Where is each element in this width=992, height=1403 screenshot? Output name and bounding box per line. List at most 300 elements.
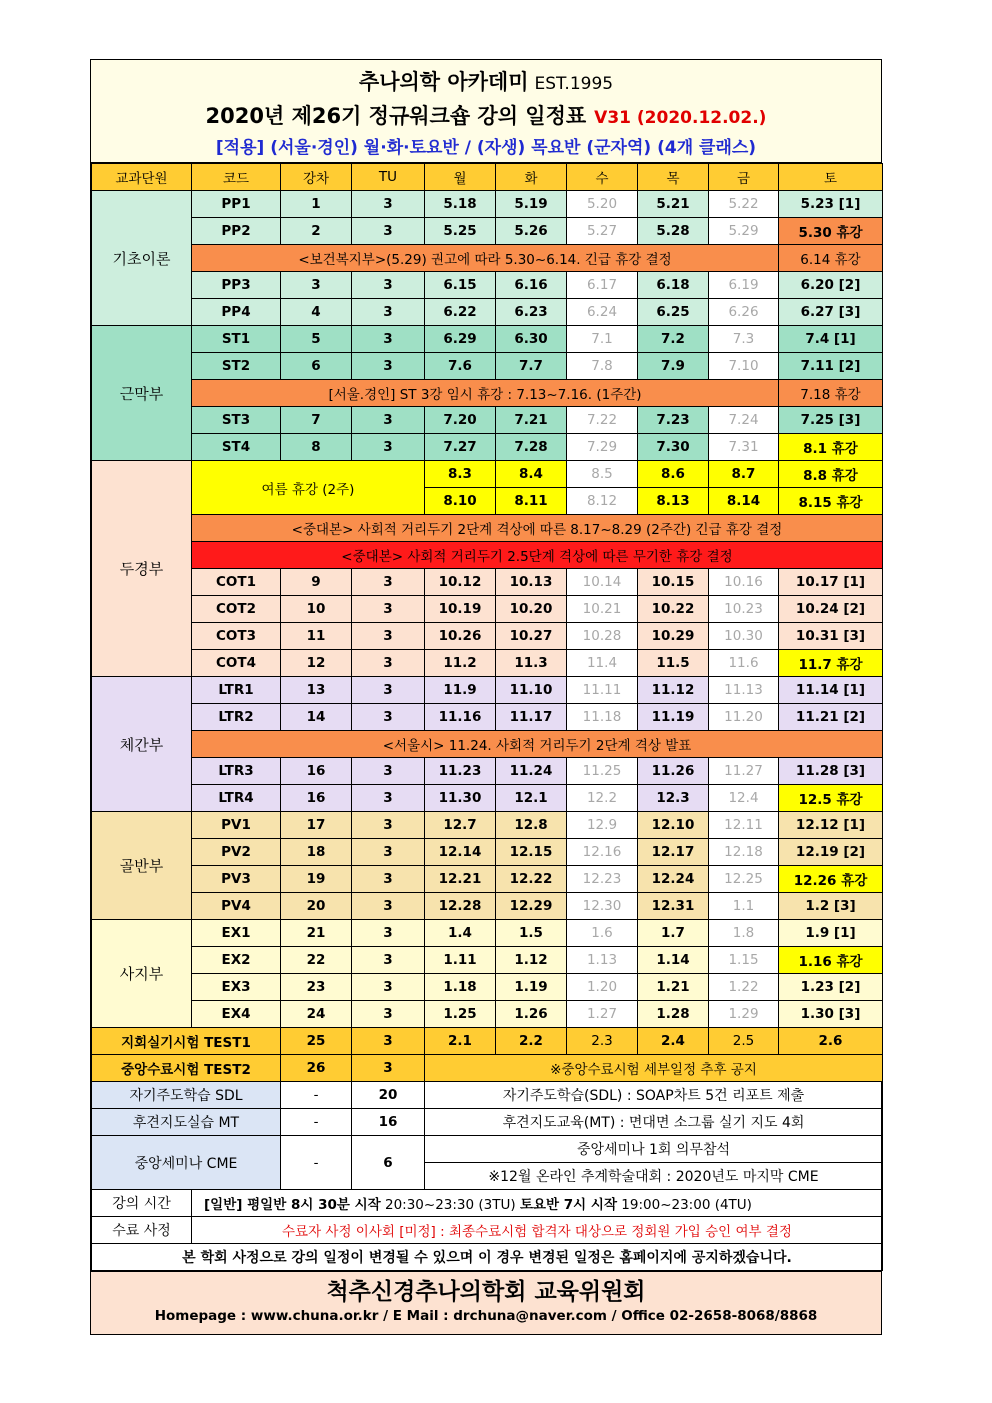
covid-notice-3: <중대본> 사회적 거리두기 2.5단계 격상에 따른 무기한 휴강 결정 (192, 542, 883, 569)
cell-wed: 7.29 (567, 434, 638, 461)
cell-tue: 6.23 (496, 299, 567, 326)
cell-tu: 3 (352, 947, 425, 974)
cell-code: PP2 (192, 218, 281, 245)
cell-fri: 12.18 (709, 839, 779, 866)
cell-sat: 10.31 [3] (779, 623, 883, 650)
cell-sat: 11.7 휴강 (779, 650, 883, 677)
cell-lecture-no: 11 (281, 623, 352, 650)
cell-fri: 7.10 (709, 353, 779, 380)
summer-mon: 8.10 (425, 488, 496, 515)
table-row (92, 326, 883, 353)
cell-fri: 12.11 (709, 812, 779, 839)
cell-wed: 1.13 (567, 947, 638, 974)
cell-thu: 11.12 (638, 677, 709, 704)
test1-label: 지회실기시험 TEST1 (92, 1028, 281, 1055)
cell-sat: 11.28 [3] (779, 758, 883, 785)
cell-mon: 5.18 (425, 191, 496, 218)
table-row (92, 866, 883, 893)
cell-code: ST1 (192, 326, 281, 353)
extra-row-sdl (92, 1082, 883, 1109)
cell-wed: 12.16 (567, 839, 638, 866)
table-row (92, 704, 883, 731)
cell-wed: 11.25 (567, 758, 638, 785)
cell-code: LTR2 (192, 704, 281, 731)
cell-tu: 3 (352, 596, 425, 623)
cell-thu: 6.18 (638, 272, 709, 299)
cell-tue: 1.19 (496, 974, 567, 1001)
cell-wed: 7.1 (567, 326, 638, 353)
cme-no: - (281, 1136, 352, 1190)
grad-text: 수료자 사정 이사회 [미정] : 최종수료시험 합격자 대상으로 정회원 가입 승인 여부 결정 (192, 1217, 883, 1244)
cell-sat: 5.30 휴강 (779, 218, 883, 245)
cell-fri: 1.8 (709, 920, 779, 947)
cell-code: LTR3 (192, 758, 281, 785)
mt-label: 후견지도실습 MT (92, 1109, 281, 1136)
cell-fri: 5.22 (709, 191, 779, 218)
cell-mon: 1.4 (425, 920, 496, 947)
cell-code: PV2 (192, 839, 281, 866)
cell-thu: 10.15 (638, 569, 709, 596)
cell-sat: 12.26 휴강 (779, 866, 883, 893)
cell-lecture-no: 1 (281, 191, 352, 218)
table-row (92, 434, 883, 461)
test1-tue: 2.2 (496, 1028, 567, 1055)
test1-wed: 2.3 (567, 1028, 638, 1055)
cell-tue: 6.16 (496, 272, 567, 299)
unit-pelvis: 골반부 (92, 812, 192, 920)
column-header-row (92, 164, 883, 191)
schedule-title: 2020년 제26기 정규워크숍 강의 일정표 V31 (2020.12.02.) (205, 104, 767, 128)
cell-lecture-no: 9 (281, 569, 352, 596)
test2-label: 중앙수료시험 TEST2 (92, 1055, 281, 1082)
cell-tue: 12.22 (496, 866, 567, 893)
cell-lecture-no: 21 (281, 920, 352, 947)
cell-fri: 11.27 (709, 758, 779, 785)
summer-break-label: 여름 휴강 (2주) (192, 461, 425, 515)
cell-tu: 3 (352, 677, 425, 704)
summer-sat: 8.15 휴강 (779, 488, 883, 515)
cell-thu: 1.7 (638, 920, 709, 947)
cell-lecture-no: 12 (281, 650, 352, 677)
cell-thu: 12.24 (638, 866, 709, 893)
cell-tu: 3 (352, 650, 425, 677)
notice-row-covid2 (92, 515, 883, 542)
notice-row-covid1 (92, 245, 883, 272)
scope-line: [적용] (서울·경인) 월·화·토요반 / (자생) 목요반 (군자역) (4개 클래스) (215, 138, 757, 158)
cell-thu: 12.3 (638, 785, 709, 812)
cell-lecture-no: 5 (281, 326, 352, 353)
cell-mon: 11.30 (425, 785, 496, 812)
extra-row-cme (92, 1136, 883, 1163)
info-row-grad (92, 1217, 883, 1244)
cell-fri: 7.3 (709, 326, 779, 353)
schedule-sheet (90, 59, 882, 1335)
summer-row-1 (92, 461, 883, 488)
cell-tu: 3 (352, 407, 425, 434)
cell-mon: 7.6 (425, 353, 496, 380)
cell-code: PV4 (192, 893, 281, 920)
cell-thu: 12.31 (638, 893, 709, 920)
cell-tu: 3 (352, 812, 425, 839)
cell-fri: 1.1 (709, 893, 779, 920)
change-notice: 본 학회 사정으로 강의 일정이 변경될 수 있으며 이 경우 변경된 일정은 홈페이지에 공지하겠습니다. (92, 1244, 883, 1271)
cell-wed: 10.28 (567, 623, 638, 650)
cell-tu: 3 (352, 299, 425, 326)
cell-wed: 1.27 (567, 1001, 638, 1028)
cell-lecture-no: 24 (281, 1001, 352, 1028)
cell-thu: 7.9 (638, 353, 709, 380)
cell-tue: 7.21 (496, 407, 567, 434)
cell-code: LTR1 (192, 677, 281, 704)
exam-row-test2 (92, 1055, 883, 1082)
col-mon: 월 (425, 164, 496, 191)
info-row-time (92, 1190, 883, 1217)
table-row (92, 920, 883, 947)
table-row (92, 893, 883, 920)
cell-tu: 3 (352, 866, 425, 893)
cell-lecture-no: 22 (281, 947, 352, 974)
cell-tu: 3 (352, 704, 425, 731)
table-row (92, 839, 883, 866)
cell-thu: 6.25 (638, 299, 709, 326)
cell-tue: 11.10 (496, 677, 567, 704)
cell-sat: 7.25 [3] (779, 407, 883, 434)
table-row (92, 623, 883, 650)
cell-tue: 12.1 (496, 785, 567, 812)
cell-tue: 10.13 (496, 569, 567, 596)
unit-head: 두경부 (92, 461, 192, 677)
cell-tue: 1.26 (496, 1001, 567, 1028)
grad-label: 수료 사정 (92, 1217, 192, 1244)
st-break-sat: 7.18 휴강 (779, 380, 883, 407)
cell-thu: 11.5 (638, 650, 709, 677)
cell-sat: 12.19 [2] (779, 839, 883, 866)
cell-thu: 7.2 (638, 326, 709, 353)
cell-fri: 10.30 (709, 623, 779, 650)
cell-sat: 10.17 [1] (779, 569, 883, 596)
cell-mon: 11.2 (425, 650, 496, 677)
cell-sat: 11.21 [2] (779, 704, 883, 731)
test1-thu: 2.4 (638, 1028, 709, 1055)
cell-wed: 12.2 (567, 785, 638, 812)
exam-row-test1 (92, 1028, 883, 1055)
summer-fri: 8.14 (709, 488, 779, 515)
test2-no: 26 (281, 1055, 352, 1082)
cell-lecture-no: 19 (281, 866, 352, 893)
summer-wed: 8.5 (567, 461, 638, 488)
cell-tu: 3 (352, 839, 425, 866)
cell-lecture-no: 14 (281, 704, 352, 731)
cell-sat: 1.2 [3] (779, 893, 883, 920)
cell-tue: 12.8 (496, 812, 567, 839)
cell-code: PV1 (192, 812, 281, 839)
table-row (92, 758, 883, 785)
cell-lecture-no: 16 (281, 758, 352, 785)
cell-thu: 12.10 (638, 812, 709, 839)
summer-mon: 8.3 (425, 461, 496, 488)
contact-line: Homepage : www.chuna.or.kr / E Mail : drchuna@naver.com / Office 02-2658-8068/8868 (154, 1308, 818, 1324)
summer-thu: 8.13 (638, 488, 709, 515)
cell-thu: 11.19 (638, 704, 709, 731)
cell-mon: 10.26 (425, 623, 496, 650)
cell-tue: 11.17 (496, 704, 567, 731)
cell-fri: 10.23 (709, 596, 779, 623)
seoul-notice: <서울시> 11.24. 사회적 거리두기 2단계 격상 발표 (192, 731, 883, 758)
cell-lecture-no: 3 (281, 272, 352, 299)
cell-code: COT4 (192, 650, 281, 677)
cell-tu: 3 (352, 1001, 425, 1028)
cell-tue: 1.12 (496, 947, 567, 974)
cell-lecture-no: 17 (281, 812, 352, 839)
cell-wed: 11.11 (567, 677, 638, 704)
cell-lecture-no: 2 (281, 218, 352, 245)
cell-sat: 12.5 휴강 (779, 785, 883, 812)
cell-mon: 12.28 (425, 893, 496, 920)
cell-tu: 3 (352, 353, 425, 380)
footer (91, 1271, 881, 1334)
cell-wed: 12.23 (567, 866, 638, 893)
cell-code: EX4 (192, 1001, 281, 1028)
summer-wed: 8.12 (567, 488, 638, 515)
cell-thu: 11.26 (638, 758, 709, 785)
table-row (92, 812, 883, 839)
cell-code: PP3 (192, 272, 281, 299)
cell-mon: 1.11 (425, 947, 496, 974)
table-row (92, 596, 883, 623)
unit-basic: 기초이론 (92, 191, 192, 326)
table-row (92, 569, 883, 596)
cell-sat: 11.14 [1] (779, 677, 883, 704)
time-desc: [일반] 평일반 8시 30분 시작 20:30~23:30 (3TU) 토요반 7시 시작 19:00~23:00 (4TU) (192, 1190, 883, 1217)
cell-fri: 5.29 (709, 218, 779, 245)
cell-wed: 10.21 (567, 596, 638, 623)
cell-thu: 5.28 (638, 218, 709, 245)
cell-wed: 10.14 (567, 569, 638, 596)
cell-tu: 3 (352, 974, 425, 1001)
cme-desc-2: ※12월 온라인 추계학술대회 : 2020년도 마지막 CME (425, 1163, 883, 1190)
cell-mon: 11.16 (425, 704, 496, 731)
cell-mon: 5.25 (425, 218, 496, 245)
sdl-desc: 자기주도학습(SDL) : SOAP차트 5건 리포트 제출 (425, 1082, 883, 1109)
cell-sat: 7.11 [2] (779, 353, 883, 380)
summer-tue: 8.11 (496, 488, 567, 515)
table-row (92, 974, 883, 1001)
cell-sat: 8.1 휴강 (779, 434, 883, 461)
cell-code: EX2 (192, 947, 281, 974)
cell-fri: 6.26 (709, 299, 779, 326)
info-row-notice (92, 1244, 883, 1271)
cell-thu: 7.23 (638, 407, 709, 434)
cell-lecture-no: 10 (281, 596, 352, 623)
cell-thu: 1.28 (638, 1001, 709, 1028)
cell-fri: 10.16 (709, 569, 779, 596)
cell-tue: 10.27 (496, 623, 567, 650)
cell-wed: 11.4 (567, 650, 638, 677)
cell-lecture-no: 6 (281, 353, 352, 380)
notice-row-st-break (92, 380, 883, 407)
cell-fri: 11.20 (709, 704, 779, 731)
cell-wed: 1.6 (567, 920, 638, 947)
cell-code: COT1 (192, 569, 281, 596)
cell-sat: 1.30 [3] (779, 1001, 883, 1028)
cme-label: 중앙세미나 CME (92, 1136, 281, 1190)
covid-notice-2: <중대본> 사회적 거리두기 2단계 격상에 따른 8.17~8.29 (2주간) 긴급 휴강 결정 (192, 515, 883, 542)
cell-mon: 7.20 (425, 407, 496, 434)
col-wed: 수 (567, 164, 638, 191)
test1-mon: 2.1 (425, 1028, 496, 1055)
cell-thu: 5.21 (638, 191, 709, 218)
table-row (92, 947, 883, 974)
cell-fri: 6.19 (709, 272, 779, 299)
notice-row-seoul (92, 731, 883, 758)
table-row (92, 191, 883, 218)
cell-fri: 11.13 (709, 677, 779, 704)
unit-limb: 사지부 (92, 920, 192, 1028)
test1-tu: 3 (352, 1028, 425, 1055)
version-label: V31 (2020.12.02.) (594, 108, 767, 128)
cell-mon: 11.9 (425, 677, 496, 704)
schedule-table (91, 163, 883, 1271)
cell-fri: 1.29 (709, 1001, 779, 1028)
cell-fri: 11.6 (709, 650, 779, 677)
table-row (92, 218, 883, 245)
cell-code: ST2 (192, 353, 281, 380)
table-row (92, 299, 883, 326)
sdl-label: 자기주도학습 SDL (92, 1082, 281, 1109)
st-break-notice: [서울.경인] ST 3강 임시 휴강 : 7.13~7.16. (1주간) (192, 380, 779, 407)
cell-mon: 7.27 (425, 434, 496, 461)
cell-tue: 10.20 (496, 596, 567, 623)
test1-no: 25 (281, 1028, 352, 1055)
summer-fri: 8.7 (709, 461, 779, 488)
cell-lecture-no: 20 (281, 893, 352, 920)
cell-mon: 10.19 (425, 596, 496, 623)
cell-mon: 12.21 (425, 866, 496, 893)
cell-tu: 3 (352, 434, 425, 461)
notice-row-covid3 (92, 542, 883, 569)
cell-fri: 12.25 (709, 866, 779, 893)
cell-sat: 1.23 [2] (779, 974, 883, 1001)
table-row (92, 785, 883, 812)
cell-tu: 3 (352, 758, 425, 785)
org-name: 척추신경추나의학회 교육위원회 (326, 1279, 646, 1305)
title-block (91, 60, 881, 163)
cell-thu: 1.14 (638, 947, 709, 974)
cell-sat: 7.4 [1] (779, 326, 883, 353)
cell-thu: 12.17 (638, 839, 709, 866)
cme-desc-1: 중앙세미나 1회 의무참석 (425, 1136, 883, 1163)
test1-fri: 2.5 (709, 1028, 779, 1055)
cell-lecture-no: 23 (281, 974, 352, 1001)
cell-tue: 5.19 (496, 191, 567, 218)
cell-lecture-no: 16 (281, 785, 352, 812)
col-fri: 금 (709, 164, 779, 191)
cell-mon: 6.15 (425, 272, 496, 299)
cell-code: EX1 (192, 920, 281, 947)
cell-code: EX3 (192, 974, 281, 1001)
cell-code: COT3 (192, 623, 281, 650)
summer-tue: 8.4 (496, 461, 567, 488)
cell-mon: 1.25 (425, 1001, 496, 1028)
cell-wed: 5.20 (567, 191, 638, 218)
unit-trunk: 체간부 (92, 677, 192, 812)
cell-lecture-no: 7 (281, 407, 352, 434)
cell-sat: 1.9 [1] (779, 920, 883, 947)
col-code: 코드 (192, 164, 281, 191)
covid-notice-1: <보건복지부>(5.29) 권고에 따라 5.30~6.14. 긴급 휴강 결정 (192, 245, 779, 272)
cell-wed: 6.17 (567, 272, 638, 299)
table-row (92, 272, 883, 299)
table-row (92, 407, 883, 434)
cell-code: PV3 (192, 866, 281, 893)
cell-lecture-no: 4 (281, 299, 352, 326)
cell-sat: 1.16 휴강 (779, 947, 883, 974)
table-row (92, 1001, 883, 1028)
mt-tu: 16 (352, 1109, 425, 1136)
cell-tu: 3 (352, 569, 425, 596)
cell-tue: 1.5 (496, 920, 567, 947)
cell-thu: 10.22 (638, 596, 709, 623)
cell-wed: 7.22 (567, 407, 638, 434)
cell-wed: 12.9 (567, 812, 638, 839)
unit-muscle: 근막부 (92, 326, 192, 461)
cell-mon: 10.12 (425, 569, 496, 596)
cell-thu: 1.21 (638, 974, 709, 1001)
cell-mon: 12.14 (425, 839, 496, 866)
cell-fri: 7.31 (709, 434, 779, 461)
time-label: 강의 시간 (92, 1190, 192, 1217)
cell-sat: 6.20 [2] (779, 272, 883, 299)
cell-tu: 3 (352, 785, 425, 812)
cell-fri: 1.22 (709, 974, 779, 1001)
cell-mon: 6.29 (425, 326, 496, 353)
cell-mon: 6.22 (425, 299, 496, 326)
cell-tue: 12.29 (496, 893, 567, 920)
cell-tu: 3 (352, 920, 425, 947)
cell-tu: 3 (352, 191, 425, 218)
cell-tu: 3 (352, 218, 425, 245)
cell-mon: 12.7 (425, 812, 496, 839)
cell-lecture-no: 8 (281, 434, 352, 461)
summer-sat: 8.8 휴강 (779, 461, 883, 488)
cell-sat: 12.12 [1] (779, 812, 883, 839)
table-row (92, 353, 883, 380)
sdl-tu: 20 (352, 1082, 425, 1109)
cell-wed: 1.20 (567, 974, 638, 1001)
cell-tue: 5.26 (496, 218, 567, 245)
cell-lecture-no: 13 (281, 677, 352, 704)
cell-tu: 3 (352, 272, 425, 299)
cell-tu: 3 (352, 623, 425, 650)
cell-wed: 12.30 (567, 893, 638, 920)
cell-lecture-no: 18 (281, 839, 352, 866)
col-tu: TU (352, 164, 425, 191)
cell-code: ST4 (192, 434, 281, 461)
sdl-no: - (281, 1082, 352, 1109)
test1-sat: 2.6 (779, 1028, 883, 1055)
cell-code: ST3 (192, 407, 281, 434)
cell-code: PP1 (192, 191, 281, 218)
cell-tue: 6.30 (496, 326, 567, 353)
cell-tue: 12.15 (496, 839, 567, 866)
cme-tu: 6 (352, 1136, 425, 1190)
academy-title: 추나의학 아카데미 EST.1995 (358, 70, 614, 94)
cell-sat: 6.27 [3] (779, 299, 883, 326)
table-row (92, 677, 883, 704)
cell-mon: 1.18 (425, 974, 496, 1001)
cell-sat: 5.23 [1] (779, 191, 883, 218)
cell-tue: 11.3 (496, 650, 567, 677)
